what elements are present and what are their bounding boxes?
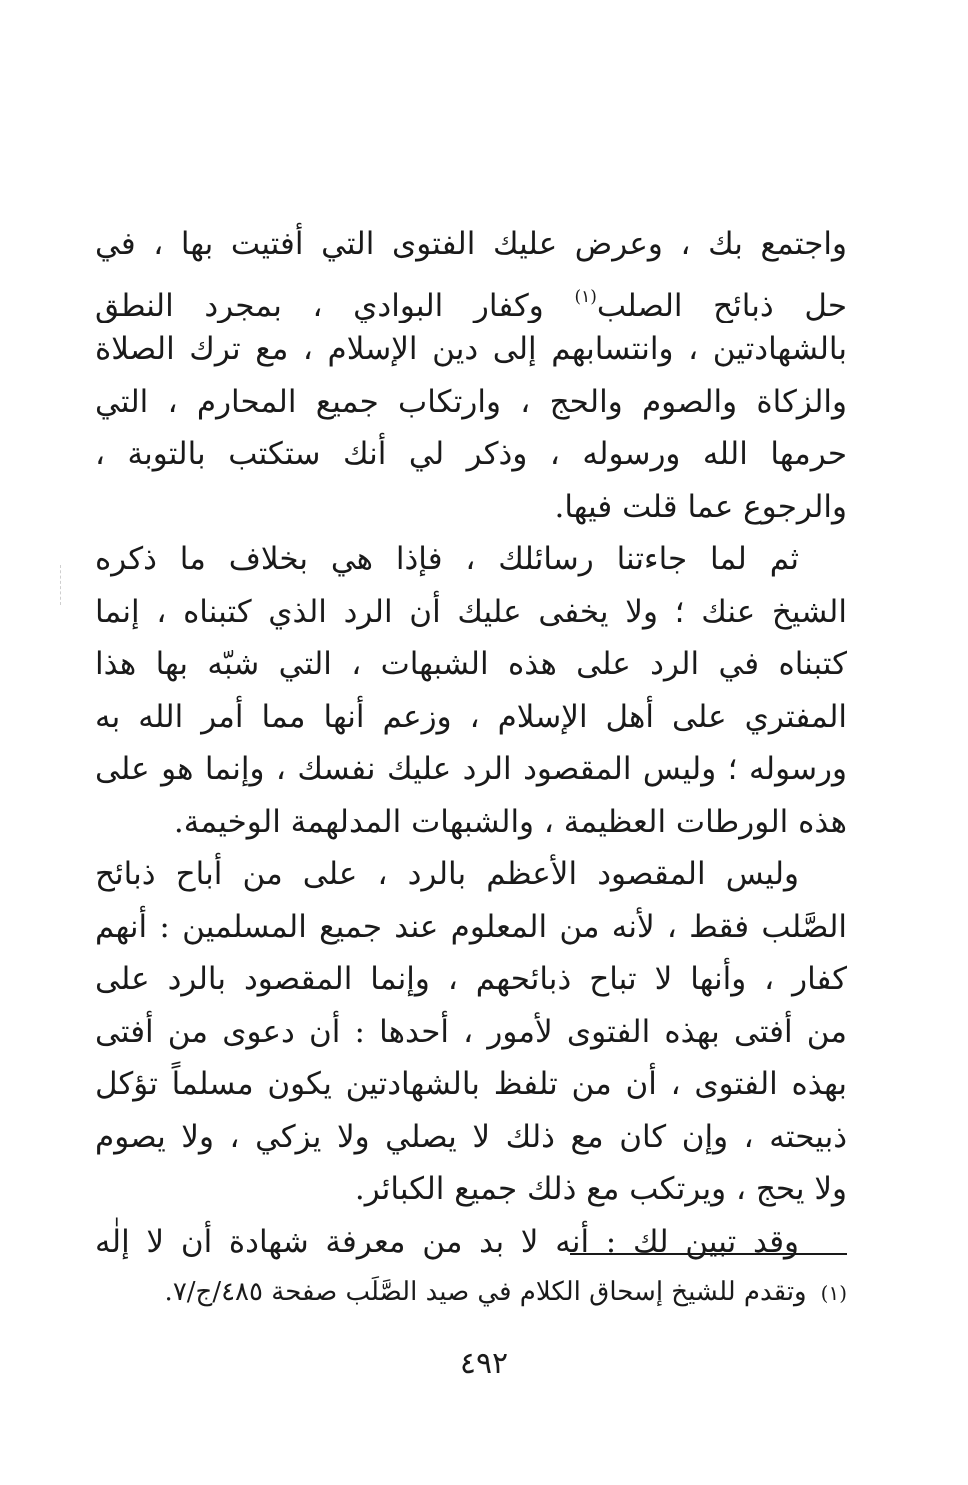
text-line: من أفتى بهذه الفتوى لأمور ، أحدها : أن دعوى من أفتى (95, 1013, 847, 1050)
paragraph-start-line: وقد تبين لك : أنه لا بد من معرفة شهادة أن لا إلٰه (95, 1223, 799, 1260)
text-line: والرجوع عما قلت فيها. (554, 488, 847, 525)
text-line: والزكاة والصوم والحج ، وارتكاب جميع المحارم ، التي (95, 383, 847, 420)
footnote-separator (570, 1253, 847, 1255)
text-line: ذبيحته ، وإن كان مع ذلك لا يصلي ولا يزكي ، ولا يصوم (95, 1118, 847, 1155)
footnote-reference[interactable]: (١) (574, 286, 597, 307)
page-number: ٤٩٢ (459, 1346, 509, 1381)
margin-mark (60, 565, 63, 605)
text-line: ولا يحج ، ويرتكب مع ذلك جميع الكبائر. (354, 1171, 847, 1207)
paragraph-start-line: وليس المقصود الأعظم بالرد ، على من أباح ذبائح (95, 856, 799, 892)
text-segment: وكفار البوادي ، بمجرد النطق (95, 287, 575, 323)
text-segment: حل ذبائح الصلب (596, 287, 847, 323)
text-line: كفار ، وأنها لا تباح ذبائحهم ، وإنما المقصود بالرد على (95, 961, 847, 997)
text-line: بالشهادتين ، وانتسابهم إلى دين الإسلام ، مع ترك الصلاة (95, 331, 847, 367)
text-line: بهذه الفتوى ، أن من تلفظ بالشهادتين يكون مسلماً تؤكل (95, 1066, 847, 1102)
text-line: الشيخ عنك ؛ ولا يخفى عليك أن الرد الذي كتبناه ، إنما (95, 593, 847, 630)
footnote-text: وتقدم للشيخ إسحاق الكلام في صيد الصَّلَب صفحة ٤٨٥/ج/٧. (164, 1277, 807, 1307)
text-line: حرمها الله ورسوله ، وذكر لي أنك ستكتب بالتوبة ، (95, 436, 847, 472)
footnote-marker: (١) (820, 1281, 847, 1305)
main-text (95, 218, 847, 1268)
text-line: كتبناه في الرد على هذه الشبهات ، التي شبّه بها هذا (95, 646, 847, 682)
text-line: واجتمع بك ، وعرض عليك الفتوى التي أفتيت بها ، في (95, 226, 847, 262)
text-line: ورسوله ؛ وليس المقصود الرد عليك نفسك ، وإنما هو على (95, 751, 847, 787)
text-line: المفتري على أهل الإسلام ، وزعم أنها مما أمر الله به (95, 698, 847, 735)
paragraph-start-line: ثم لما جاءتنا رسائلك ، فإذا هي بخلاف ما ذكره (95, 541, 799, 577)
text-line: هذه الورطات العظيمة ، والشبهات المدلهمة الوخيمة. (173, 803, 847, 840)
text-line-with-footnote-ref (95, 271, 847, 324)
text-line: الصَّلب فقط ، لأنه من المعلوم عند جميع المسلمين : أنهم (95, 908, 847, 945)
footnote (95, 1272, 847, 1313)
